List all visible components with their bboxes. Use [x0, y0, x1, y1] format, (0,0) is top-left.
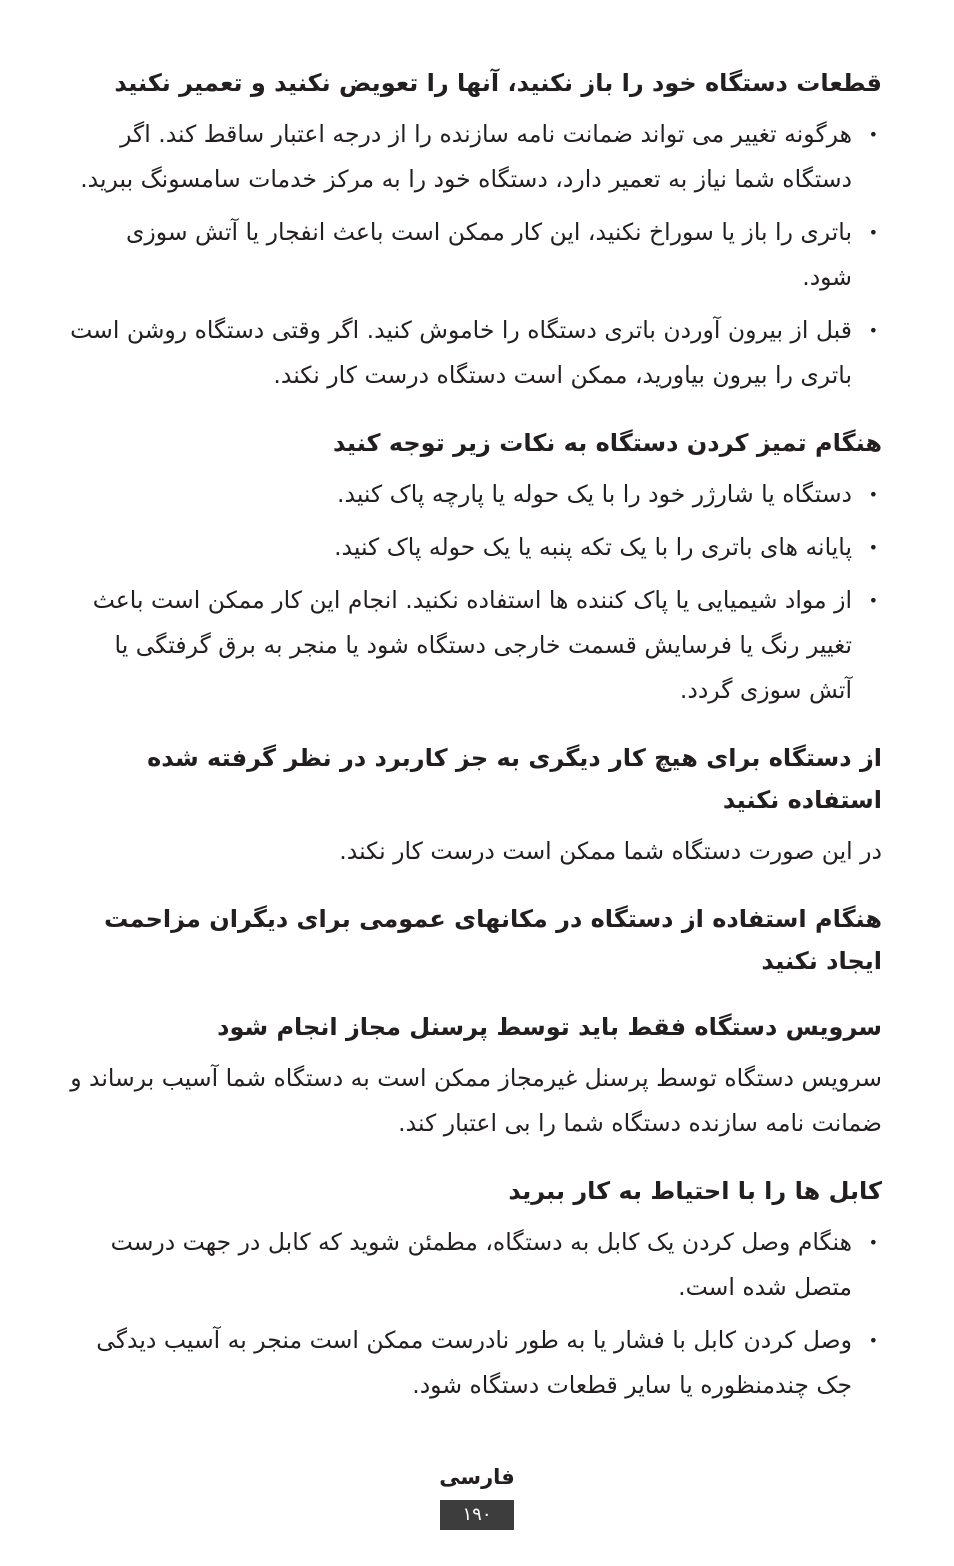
section-heading: هنگام استفاده از دستگاه در مکانهای عمومی برای دیگران مزاحمت ایجاد نکنید	[104, 905, 882, 975]
bullet-list	[70, 1220, 882, 1408]
page-number: ۱۹۰	[440, 1500, 513, 1530]
section-do-not-disassemble	[70, 62, 882, 398]
bullet-list	[70, 112, 882, 398]
section-heading: هنگام تمیز کردن دستگاه به نکات زیر توجه کنید	[333, 429, 882, 457]
section-paragraph: در این صورت دستگاه شما ممکن است درست کار نکند.	[339, 837, 882, 865]
section-public-places	[70, 898, 882, 982]
list-item-text: قبل از بیرون آوردن باتری دستگاه را خاموش کنید. اگر وقتی دستگاه روشن است باتری را بیرون بیاورید، ممکن است دستگاه درست کار نکند.	[70, 316, 852, 389]
section-heading: کابل ها را با احتیاط به کار ببرید	[508, 1177, 882, 1205]
list-item-text: پایانه های باتری را با یک تکه پنبه یا یک حوله پاک کنید.	[334, 533, 852, 561]
bullet-list	[70, 472, 882, 713]
list-item-text: باتری را باز یا سوراخ نکنید، این کار ممکن است باعث انفجار یا آتش سوزی شود.	[125, 218, 852, 291]
list-item-text: هنگام وصل کردن یک کابل به دستگاه، مطمئن شوید که کابل در جهت درست متصل شده است.	[110, 1228, 852, 1301]
list-item	[70, 578, 882, 713]
section-heading: قطعات دستگاه خود را باز نکنید، آنها را تعویض نکنید و تعمیر نکنید	[114, 69, 882, 97]
footer-language: فارسی	[439, 1465, 515, 1489]
list-item	[70, 210, 882, 300]
section-authorized-service	[70, 1006, 882, 1146]
list-item-text: هرگونه تغییر می تواند ضمانت نامه سازنده را از درجه اعتبار ساقط کند. اگر دستگاه شما نیاز به تعمیر دارد، دستگاه خود را به مرکز خدمات سامسونگ ببرید.	[80, 120, 852, 193]
bullet-icon: •	[868, 1233, 878, 1252]
list-item	[70, 472, 882, 517]
section-heading: سرویس دستگاه فقط باید توسط پرسنل مجاز انجام شود	[217, 1013, 882, 1041]
section-cables	[70, 1170, 882, 1408]
bullet-icon: •	[868, 591, 878, 610]
list-item-text: دستگاه یا شارژر خود را با یک حوله یا پارچه پاک کنید.	[337, 480, 852, 508]
page-content	[70, 62, 882, 1416]
section-paragraph: سرویس دستگاه توسط پرسنل غیرمجاز ممکن است به دستگاه شما آسیب برساند و ضمانت نامه سازنده دستگاه شما را بی اعتبار کند.	[70, 1064, 882, 1137]
list-item	[70, 525, 882, 570]
list-item	[70, 1318, 882, 1408]
list-item-text: از مواد شیمیایی یا پاک کننده ها استفاده نکنید. انجام این کار ممکن است باعث تغییر رنگ یا فرسایش قسمت خارجی دستگاه شود یا منجر به برق گرفتگی یا آتش سوزی گردد.	[92, 586, 852, 704]
list-item	[70, 1220, 882, 1310]
list-item-text: وصل کردن کابل با فشار یا به طور نادرست ممکن است منجر به آسیب دیدگی جک چندمنظوره یا سایر قطعات دستگاه شود.	[96, 1326, 852, 1399]
section-cleaning	[70, 422, 882, 713]
bullet-icon: •	[868, 223, 878, 242]
bullet-icon: •	[868, 125, 878, 144]
bullet-icon: •	[868, 1331, 878, 1350]
section-heading: از دستگاه برای هیچ کار دیگری به جز کاربرد در نظر گرفته شده استفاده نکنید	[147, 744, 882, 814]
bullet-icon: •	[868, 321, 878, 340]
list-item	[70, 112, 882, 202]
section-intended-use	[70, 737, 882, 874]
page-footer	[0, 1462, 954, 1530]
bullet-icon: •	[868, 538, 878, 557]
bullet-icon: •	[868, 485, 878, 504]
list-item	[70, 308, 882, 398]
